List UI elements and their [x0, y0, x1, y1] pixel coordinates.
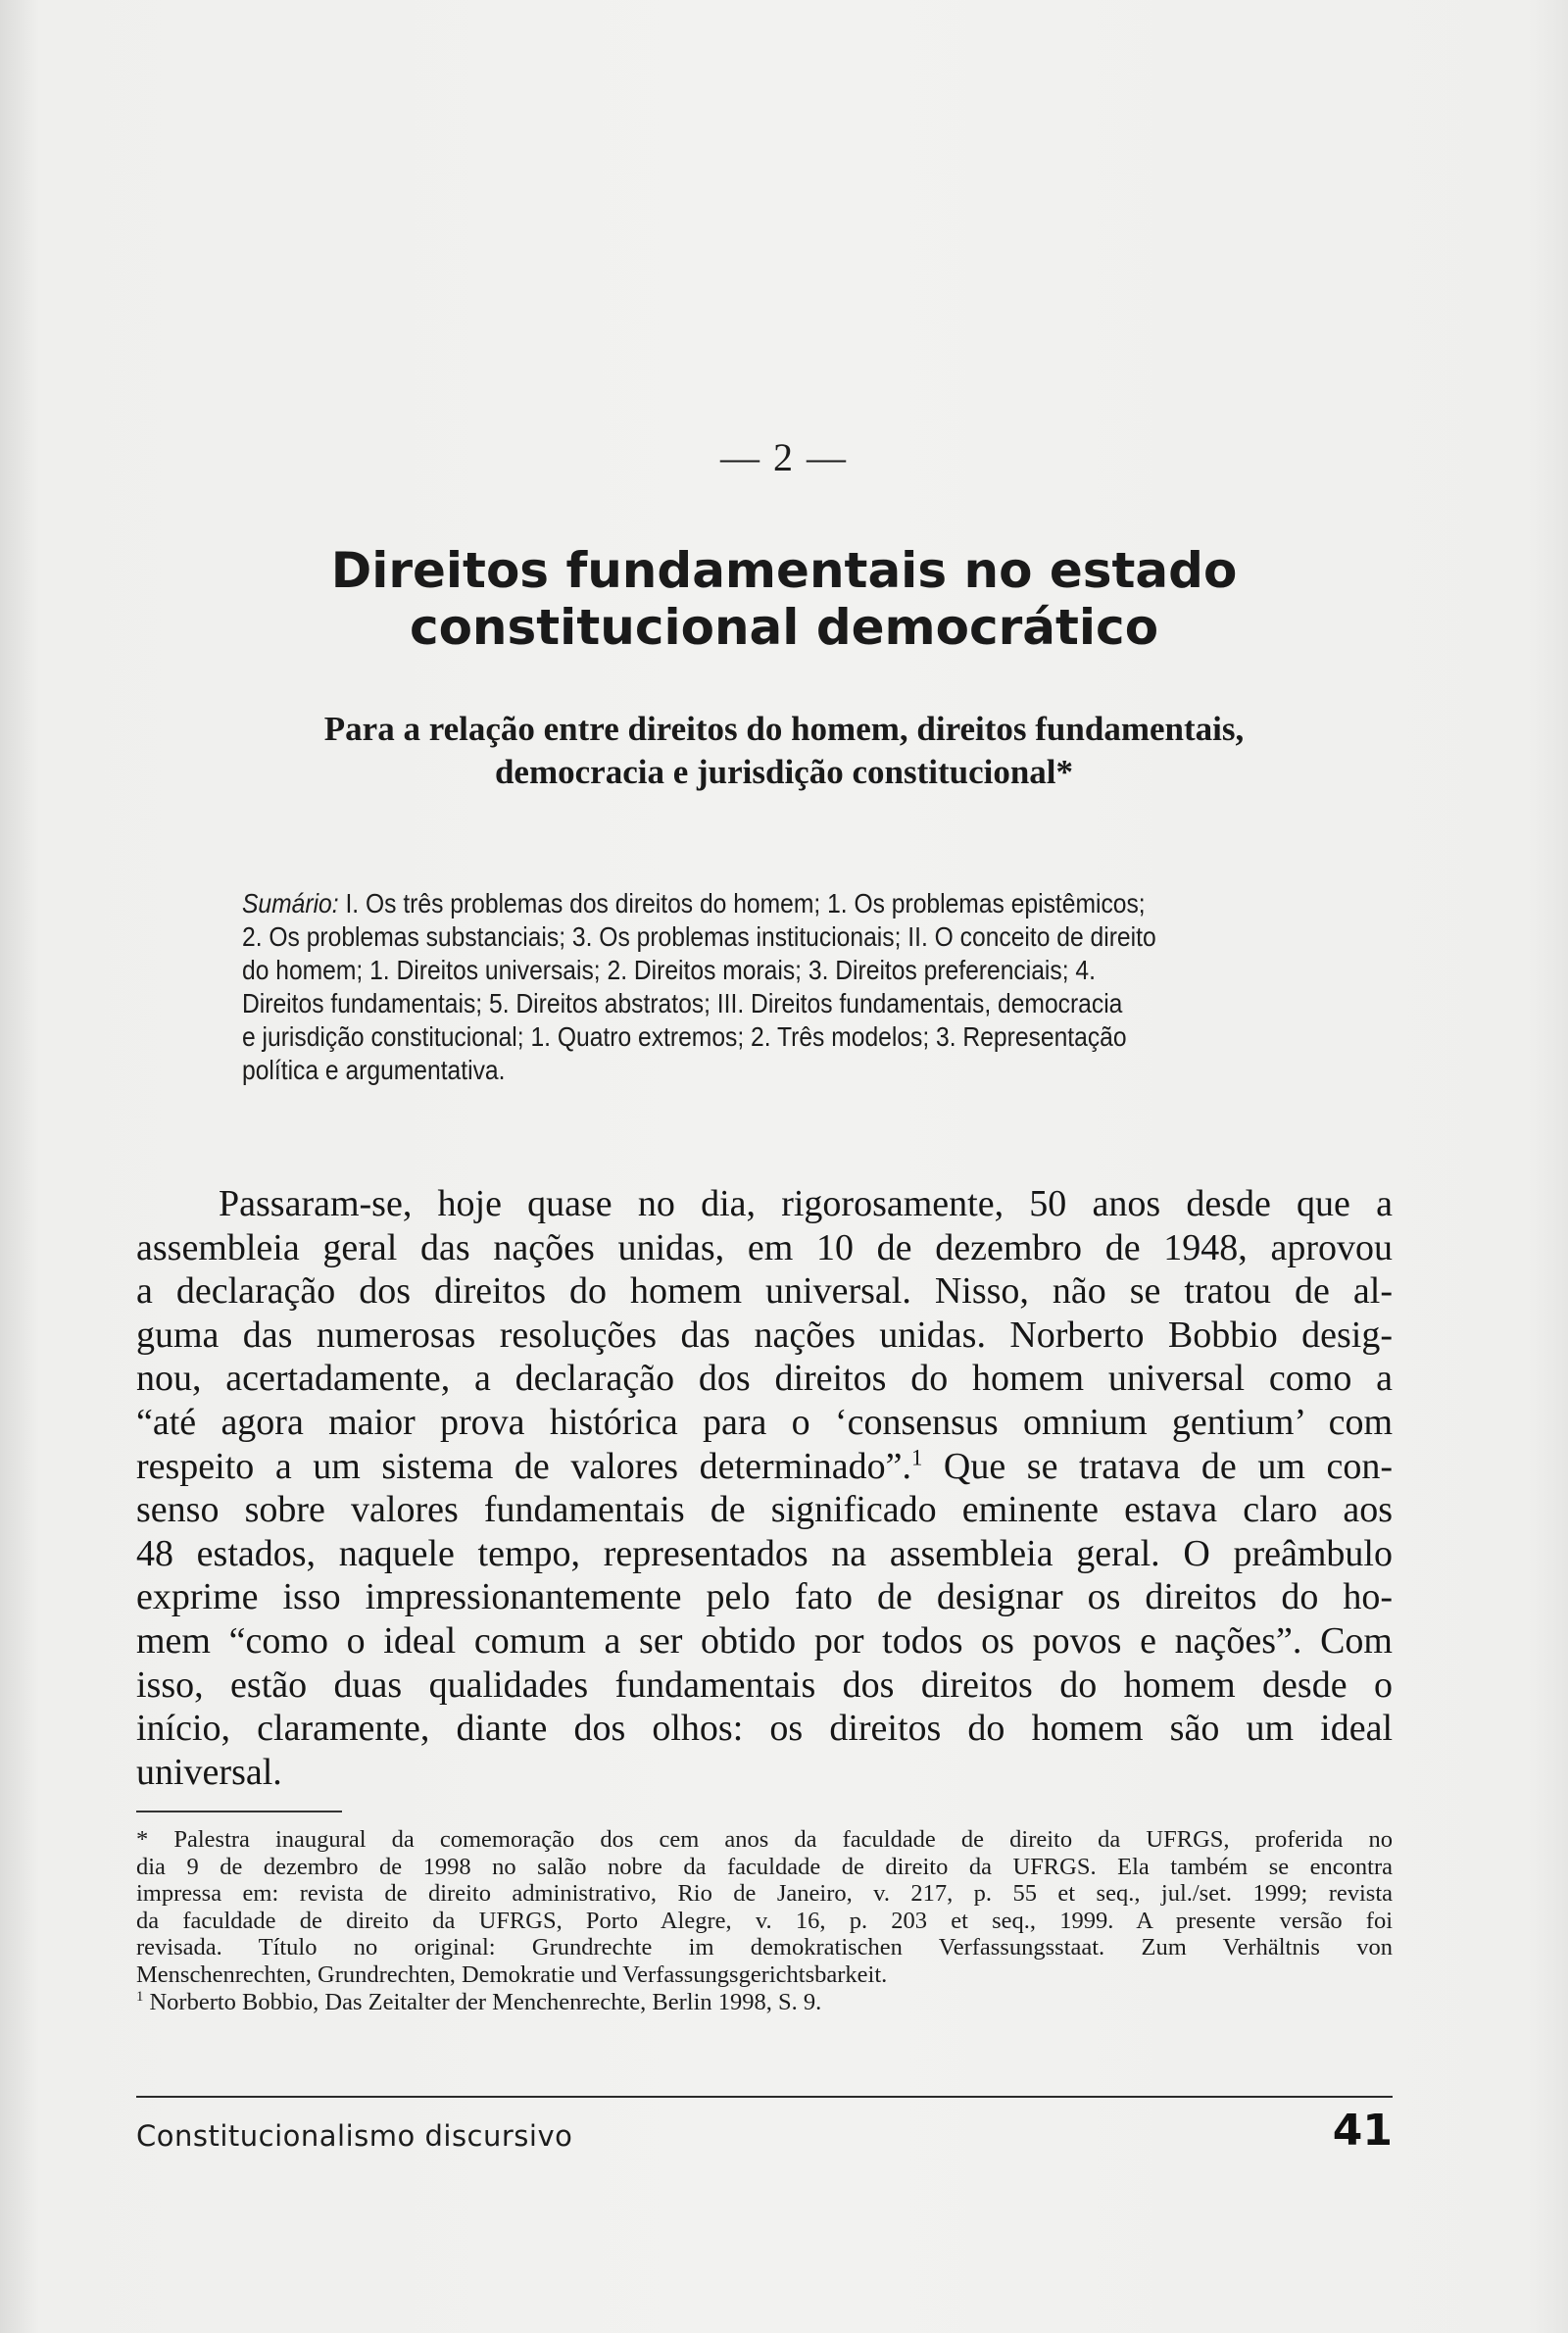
footnote-line: revisada. Título no original: Grundrechte im demokratischen Verfassungsstaat. Zum Verhältnis von [136, 1934, 1393, 1961]
body-line: mem “como o ideal comum a ser obtido por todos os povos e nações”. Com [136, 1619, 1393, 1662]
body-line: isso, estão duas qualidades fundamentais dos direitos do homem desde o [136, 1663, 1393, 1706]
footnote-reference[interactable]: 1 [910, 1444, 923, 1469]
body-line: a declaração dos direitos do homem universal. Nisso, não se tratou de al- [136, 1270, 1393, 1313]
body-line: “até agora maior prova histórica para o ‘consensus omnium gentium’ com [136, 1401, 1393, 1443]
body-line: universal. [136, 1751, 282, 1793]
footnote-line: da faculdade de direito da UFRGS, Porto Alegre, v. 16, p. 203 et seq., 1999. A presente versão foi [136, 1907, 1393, 1934]
footnotes [136, 1826, 1393, 2015]
footnote-marker: 1 [136, 1988, 144, 2005]
summary-line: e jurisdição constitucional; 1. Quatro extremos; 2. Três modelos; 3. Representação [242, 1021, 1127, 1052]
summary-text: I. Os três problemas dos direitos do homem; 1. Os problemas epistêmicos; [338, 888, 1146, 918]
body-line: 48 estados, naquele tempo, representados na assembleia geral. O preâmbulo [136, 1532, 1393, 1574]
chapter-title [98, 542, 1470, 656]
footer-divider [136, 2096, 1393, 2098]
page-number: 41 [1332, 2106, 1393, 2156]
footnote-line: * Palestra inaugural da comemoração dos cem anos da faculdade de direito da UFRGS, proferida no [136, 1826, 1393, 1853]
body-line: guma das numerosas resoluções das nações unidas. Norberto Bobbio desig- [136, 1314, 1393, 1356]
body-line: início, claramente, diante dos olhos: os direitos do homem são um ideal [136, 1708, 1393, 1750]
body-line [136, 1445, 1393, 1489]
body-line-text: respeito a um sistema de valores determinado”. [136, 1445, 911, 1487]
footnote-line: impressa em: revista de direito administrativo, Rio de Janeiro, v. 217, p. 55 et seq., jul./set. 1999; revista [136, 1880, 1393, 1908]
chapter-subtitle [147, 708, 1421, 794]
body-line: Passaram-se, hoje quase no dia, rigorosamente, 50 anos desde que a [219, 1183, 1393, 1224]
chapter-title-line: constitucional democrático [409, 599, 1159, 656]
summary [242, 887, 1311, 1087]
chapter-number: — 2 — [720, 435, 848, 479]
footnote-divider [136, 1811, 342, 1812]
body-line: exprime isso impressionantemente pelo fato de designar os direitos do ho- [136, 1576, 1393, 1618]
summary-line: política e argumentativa. [242, 1055, 506, 1085]
summary-line: do homem; 1. Direitos universais; 2. Direitos morais; 3. Direitos preferenciais; 4. [242, 955, 1096, 985]
footnote-line: Menschenrechten, Grundrechten, Demokratie und Verfassungsgerichtsbarkeit. [136, 1961, 888, 1988]
body-line: nou, acertadamente, a declaração dos direitos do homem universal como a [136, 1358, 1393, 1400]
summary-label: Sumário: [242, 888, 339, 918]
summary-line: Direitos fundamentais; 5. Direitos abstratos; III. Direitos fundamentais, democracia [242, 988, 1123, 1018]
footnote-line: dia 9 de dezembro de 1998 no salão nobre da faculdade de direito da UFRGS. Ela também se encontra [136, 1853, 1393, 1880]
body-line-text: Que se tratava de um con- [922, 1445, 1393, 1487]
body-paragraph [136, 1182, 1393, 1794]
footnote-1 [136, 1989, 1393, 2016]
body-line: assembleia geral das nações unidas, em 10 de dezembro de 1948, aprovou [136, 1226, 1393, 1268]
summary-line [242, 887, 1311, 920]
chapter-subtitle-line: Para a relação entre direitos do homem, direitos fundamentais, [323, 710, 1245, 748]
body-line: senso sobre valores fundamentais de significado eminente estava claro aos [136, 1489, 1393, 1531]
footnote-text: Norberto Bobbio, Das Zeitalter der Menchenrechte, Berlin 1998, S. 9. [143, 1988, 822, 2015]
summary-line: 2. Os problemas substanciais; 3. Os problemas institucionais; II. O conceito de direito [242, 921, 1156, 952]
running-footer-title: Constitucionalismo discursivo [136, 2119, 573, 2153]
chapter-subtitle-line: democracia e jurisdição constitucional* [494, 753, 1074, 791]
chapter-title-line: Direitos fundamentais no estado [330, 542, 1238, 599]
